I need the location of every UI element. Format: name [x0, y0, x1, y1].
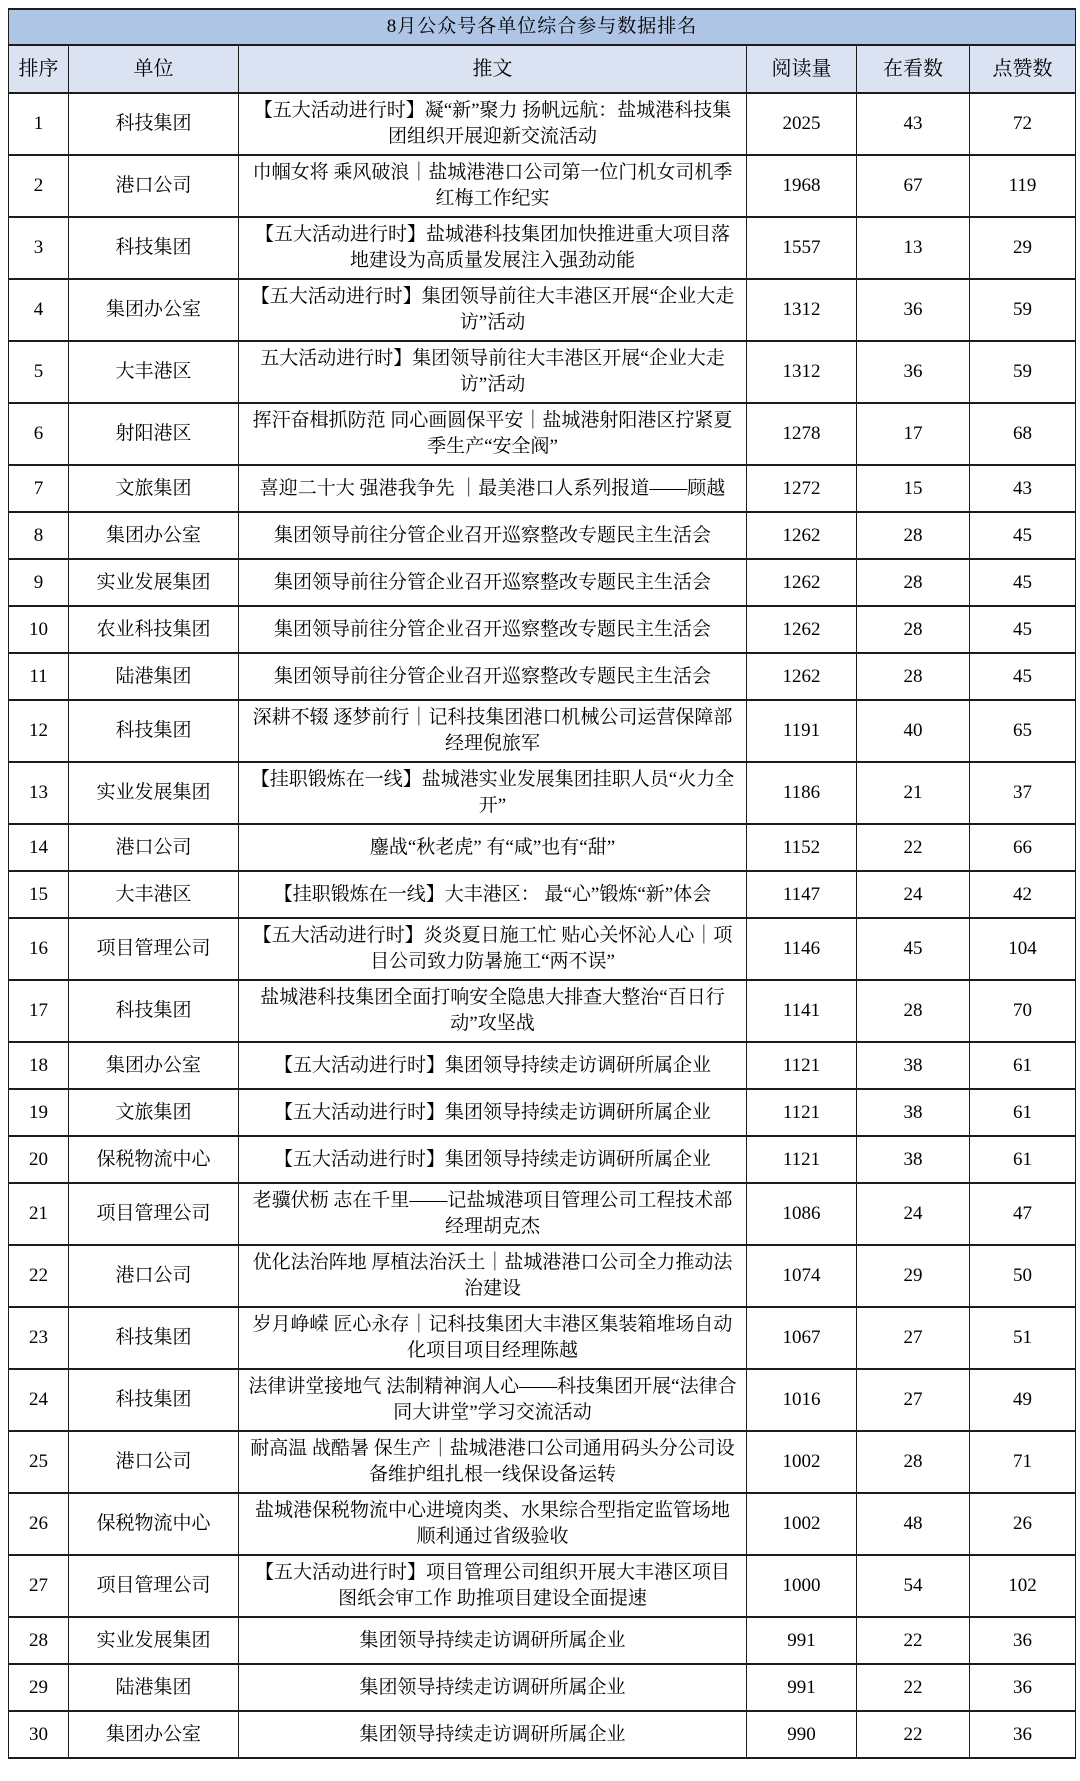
watch-cell: 38: [857, 1042, 970, 1089]
reads-cell: 1121: [747, 1042, 857, 1089]
article-cell: 五大活动进行时】集团领导前往大丰港区开展“企业大走访”活动: [239, 341, 747, 403]
reads-cell: 1002: [747, 1431, 857, 1493]
unit-cell: 陆港集团: [69, 653, 239, 700]
rank-cell: 21: [9, 1183, 69, 1245]
watch-cell: 28: [857, 512, 970, 559]
rank-cell: 16: [9, 918, 69, 980]
table-row: [9, 824, 1076, 871]
article-cell: 集团领导持续走访调研所属企业: [239, 1617, 747, 1664]
table-row: [9, 871, 1076, 918]
article-cell: 喜迎二十大 强港我争先 ｜最美港口人系列报道——顾越: [239, 465, 747, 512]
unit-cell: 项目管理公司: [69, 1555, 239, 1617]
reads-cell: 1262: [747, 559, 857, 606]
rank-cell: 8: [9, 512, 69, 559]
watch-cell: 28: [857, 606, 970, 653]
unit-cell: 科技集团: [69, 217, 239, 279]
likes-cell: 71: [970, 1431, 1076, 1493]
unit-cell: 集团办公室: [69, 279, 239, 341]
watch-cell: 21: [857, 762, 970, 824]
rank-cell: 23: [9, 1307, 69, 1369]
watch-cell: 28: [857, 980, 970, 1042]
watch-cell: 28: [857, 559, 970, 606]
table-row: [9, 155, 1076, 217]
watch-cell: 29: [857, 1245, 970, 1307]
rank-cell: 18: [9, 1042, 69, 1089]
rank-cell: 26: [9, 1493, 69, 1555]
table-row: [9, 700, 1076, 762]
watch-cell: 36: [857, 279, 970, 341]
rank-cell: 27: [9, 1555, 69, 1617]
article-cell: 集团领导前往分管企业召开巡察整改专题民主生活会: [239, 559, 747, 606]
reads-cell: 1262: [747, 606, 857, 653]
unit-cell: 项目管理公司: [69, 918, 239, 980]
likes-cell: 29: [970, 217, 1076, 279]
unit-cell: 射阳港区: [69, 403, 239, 465]
likes-cell: 36: [970, 1617, 1076, 1664]
likes-cell: 49: [970, 1369, 1076, 1431]
watch-cell: 27: [857, 1307, 970, 1369]
unit-cell: 保税物流中心: [69, 1136, 239, 1183]
unit-cell: 港口公司: [69, 1431, 239, 1493]
unit-cell: 文旅集团: [69, 465, 239, 512]
watch-cell: 28: [857, 653, 970, 700]
reads-cell: 1000: [747, 1555, 857, 1617]
rank-cell: 12: [9, 700, 69, 762]
watch-cell: 48: [857, 1493, 970, 1555]
table-row: [9, 341, 1076, 403]
likes-cell: 72: [970, 93, 1076, 155]
reads-cell: 1002: [747, 1493, 857, 1555]
rank-cell: 17: [9, 980, 69, 1042]
article-cell: 鏖战“秋老虎” 有“咸”也有“甜”: [239, 824, 747, 871]
table-row: [9, 1042, 1076, 1089]
reads-cell: 1262: [747, 512, 857, 559]
table-row: [9, 1089, 1076, 1136]
table-row: [9, 403, 1076, 465]
article-cell: 【五大活动进行时】集团领导持续走访调研所属企业: [239, 1089, 747, 1136]
reads-cell: 990: [747, 1711, 857, 1758]
table-row: [9, 1183, 1076, 1245]
article-cell: 挥汗奋楫抓防范 同心画圆保平安｜盐城港射阳港区拧紧夏季生产“安全阀”: [239, 403, 747, 465]
unit-cell: 实业发展集团: [69, 762, 239, 824]
reads-cell: 1141: [747, 980, 857, 1042]
column-header-watch: 在看数: [857, 45, 970, 93]
reads-cell: 1152: [747, 824, 857, 871]
watch-cell: 40: [857, 700, 970, 762]
watch-cell: 45: [857, 918, 970, 980]
likes-cell: 45: [970, 559, 1076, 606]
reads-cell: 991: [747, 1664, 857, 1711]
table-row: [9, 980, 1076, 1042]
article-cell: 【五大活动进行时】集团领导前往大丰港区开展“企业大走访”活动: [239, 279, 747, 341]
likes-cell: 36: [970, 1711, 1076, 1758]
rank-cell: 25: [9, 1431, 69, 1493]
table-body: [9, 93, 1076, 1758]
table-title: 8月公众号各单位综合参与数据排名: [9, 9, 1076, 45]
table-row: [9, 279, 1076, 341]
rank-cell: 22: [9, 1245, 69, 1307]
table-row: [9, 918, 1076, 980]
article-cell: 【五大活动进行时】集团领导持续走访调研所属企业: [239, 1042, 747, 1089]
likes-cell: 51: [970, 1307, 1076, 1369]
watch-cell: 54: [857, 1555, 970, 1617]
article-cell: 老骥伏枥 志在千里——记盐城港项目管理公司工程技术部经理胡克杰: [239, 1183, 747, 1245]
likes-cell: 45: [970, 653, 1076, 700]
watch-cell: 17: [857, 403, 970, 465]
article-cell: 【五大活动进行时】盐城港科技集团加快推进重大项目落地建设为高质量发展注入强劲动能: [239, 217, 747, 279]
unit-cell: 保税物流中心: [69, 1493, 239, 1555]
article-cell: 集团领导前往分管企业召开巡察整改专题民主生活会: [239, 512, 747, 559]
rank-cell: 11: [9, 653, 69, 700]
rank-cell: 20: [9, 1136, 69, 1183]
reads-cell: 1086: [747, 1183, 857, 1245]
rank-cell: 24: [9, 1369, 69, 1431]
table-row: [9, 1711, 1076, 1758]
reads-cell: 1968: [747, 155, 857, 217]
rank-cell: 30: [9, 1711, 69, 1758]
table-row: [9, 1369, 1076, 1431]
table-row: [9, 606, 1076, 653]
article-cell: 盐城港保税物流中心进境肉类、水果综合型指定监管场地顺利通过省级验收: [239, 1493, 747, 1555]
unit-cell: 科技集团: [69, 980, 239, 1042]
watch-cell: 36: [857, 341, 970, 403]
unit-cell: 集团办公室: [69, 1711, 239, 1758]
unit-cell: 实业发展集团: [69, 1617, 239, 1664]
unit-cell: 大丰港区: [69, 871, 239, 918]
article-cell: 【挂职锻炼在一线】盐城港实业发展集团挂职人员“火力全开”: [239, 762, 747, 824]
article-cell: 耐高温 战酷暑 保生产｜盐城港港口公司通用码头分公司设备维护组扎根一线保设备运转: [239, 1431, 747, 1493]
watch-cell: 13: [857, 217, 970, 279]
likes-cell: 50: [970, 1245, 1076, 1307]
watch-cell: 22: [857, 824, 970, 871]
reads-cell: 1278: [747, 403, 857, 465]
table-row: [9, 1555, 1076, 1617]
unit-cell: 集团办公室: [69, 512, 239, 559]
likes-cell: 45: [970, 606, 1076, 653]
article-cell: 【五大活动进行时】项目管理公司组织开展大丰港区项目图纸会审工作 助推项目建设全面提速: [239, 1555, 747, 1617]
watch-cell: 27: [857, 1369, 970, 1431]
article-cell: 盐城港科技集团全面打响安全隐患大排查大整治“百日行动”攻坚战: [239, 980, 747, 1042]
rank-cell: 19: [9, 1089, 69, 1136]
rank-cell: 29: [9, 1664, 69, 1711]
article-cell: 【五大活动进行时】凝“新”聚力 扬帆远航：盐城港科技集团组织开展迎新交流活动: [239, 93, 747, 155]
watch-cell: 28: [857, 1431, 970, 1493]
reads-cell: 1262: [747, 653, 857, 700]
article-cell: 【挂职锻炼在一线】大丰港区： 最“心”锻炼“新”体会: [239, 871, 747, 918]
unit-cell: 港口公司: [69, 824, 239, 871]
likes-cell: 70: [970, 980, 1076, 1042]
article-cell: 优化法治阵地 厚植法治沃土｜盐城港港口公司全力推动法治建设: [239, 1245, 747, 1307]
ranking-table: [8, 8, 1076, 1759]
watch-cell: 22: [857, 1711, 970, 1758]
article-cell: 集团领导前往分管企业召开巡察整改专题民主生活会: [239, 653, 747, 700]
likes-cell: 59: [970, 279, 1076, 341]
likes-cell: 119: [970, 155, 1076, 217]
rank-cell: 28: [9, 1617, 69, 1664]
watch-cell: 22: [857, 1664, 970, 1711]
reads-cell: 1272: [747, 465, 857, 512]
likes-cell: 45: [970, 512, 1076, 559]
reads-cell: 1186: [747, 762, 857, 824]
reads-cell: 1121: [747, 1136, 857, 1183]
watch-cell: 38: [857, 1089, 970, 1136]
reads-cell: 991: [747, 1617, 857, 1664]
article-cell: 巾帼女将 乘风破浪｜盐城港港口公司第一位门机女司机季红梅工作纪实: [239, 155, 747, 217]
likes-cell: 42: [970, 871, 1076, 918]
rank-cell: 6: [9, 403, 69, 465]
table-row: [9, 559, 1076, 606]
reads-cell: 1074: [747, 1245, 857, 1307]
reads-cell: 2025: [747, 93, 857, 155]
rank-cell: 9: [9, 559, 69, 606]
likes-cell: 66: [970, 824, 1076, 871]
table-row: [9, 93, 1076, 155]
watch-cell: 43: [857, 93, 970, 155]
likes-cell: 59: [970, 341, 1076, 403]
likes-cell: 26: [970, 1493, 1076, 1555]
likes-cell: 104: [970, 918, 1076, 980]
table-row: [9, 1307, 1076, 1369]
likes-cell: 43: [970, 465, 1076, 512]
rank-cell: 3: [9, 217, 69, 279]
unit-cell: 科技集团: [69, 1369, 239, 1431]
column-header-likes: 点赞数: [970, 45, 1076, 93]
unit-cell: 科技集团: [69, 93, 239, 155]
unit-cell: 陆港集团: [69, 1664, 239, 1711]
watch-cell: 67: [857, 155, 970, 217]
watch-cell: 15: [857, 465, 970, 512]
watch-cell: 24: [857, 871, 970, 918]
unit-cell: 科技集团: [69, 1307, 239, 1369]
article-cell: 集团领导前往分管企业召开巡察整改专题民主生活会: [239, 606, 747, 653]
column-header-reads: 阅读量: [747, 45, 857, 93]
column-header-article: 推文: [239, 45, 747, 93]
unit-cell: 大丰港区: [69, 341, 239, 403]
article-cell: 【五大活动进行时】集团领导持续走访调研所属企业: [239, 1136, 747, 1183]
likes-cell: 61: [970, 1042, 1076, 1089]
table-row: [9, 1664, 1076, 1711]
table-row: [9, 1431, 1076, 1493]
watch-cell: 22: [857, 1617, 970, 1664]
article-cell: 深耕不辍 逐梦前行｜记科技集团港口机械公司运营保障部经理倪旅军: [239, 700, 747, 762]
likes-cell: 65: [970, 700, 1076, 762]
reads-cell: 1191: [747, 700, 857, 762]
likes-cell: 36: [970, 1664, 1076, 1711]
likes-cell: 102: [970, 1555, 1076, 1617]
rank-cell: 1: [9, 93, 69, 155]
unit-cell: 文旅集团: [69, 1089, 239, 1136]
likes-cell: 47: [970, 1183, 1076, 1245]
watch-cell: 38: [857, 1136, 970, 1183]
rank-cell: 14: [9, 824, 69, 871]
unit-cell: 项目管理公司: [69, 1183, 239, 1245]
rank-cell: 7: [9, 465, 69, 512]
likes-cell: 37: [970, 762, 1076, 824]
rank-cell: 2: [9, 155, 69, 217]
table-row: [9, 1617, 1076, 1664]
reads-cell: 1557: [747, 217, 857, 279]
unit-cell: 集团办公室: [69, 1042, 239, 1089]
rank-cell: 15: [9, 871, 69, 918]
rank-cell: 5: [9, 341, 69, 403]
reads-cell: 1146: [747, 918, 857, 980]
watch-cell: 24: [857, 1183, 970, 1245]
rank-cell: 13: [9, 762, 69, 824]
table-row: [9, 217, 1076, 279]
unit-cell: 港口公司: [69, 155, 239, 217]
column-header-rank: 排序: [9, 45, 69, 93]
table-row: [9, 465, 1076, 512]
column-header-row: [9, 45, 1076, 93]
table-row: [9, 1245, 1076, 1307]
likes-cell: 68: [970, 403, 1076, 465]
article-cell: 集团领导持续走访调研所属企业: [239, 1664, 747, 1711]
article-cell: 【五大活动进行时】炎炎夏日施工忙 贴心关怀沁人心｜项目公司致力防暑施工“两不误”: [239, 918, 747, 980]
table-row: [9, 653, 1076, 700]
table-row: [9, 1493, 1076, 1555]
table-row: [9, 762, 1076, 824]
table-row: [9, 1136, 1076, 1183]
reads-cell: 1121: [747, 1089, 857, 1136]
unit-cell: 农业科技集团: [69, 606, 239, 653]
unit-cell: 实业发展集团: [69, 559, 239, 606]
likes-cell: 61: [970, 1136, 1076, 1183]
title-row: [9, 9, 1076, 45]
likes-cell: 61: [970, 1089, 1076, 1136]
column-header-unit: 单位: [69, 45, 239, 93]
reads-cell: 1016: [747, 1369, 857, 1431]
reads-cell: 1147: [747, 871, 857, 918]
rank-cell: 10: [9, 606, 69, 653]
unit-cell: 港口公司: [69, 1245, 239, 1307]
unit-cell: 科技集团: [69, 700, 239, 762]
reads-cell: 1312: [747, 279, 857, 341]
rank-cell: 4: [9, 279, 69, 341]
reads-cell: 1312: [747, 341, 857, 403]
article-cell: 法律讲堂接地气 法制精神润人心——科技集团开展“法律合同大讲堂”学习交流活动: [239, 1369, 747, 1431]
table-row: [9, 512, 1076, 559]
reads-cell: 1067: [747, 1307, 857, 1369]
article-cell: 集团领导持续走访调研所属企业: [239, 1711, 747, 1758]
article-cell: 岁月峥嵘 匠心永存｜记科技集团大丰港区集装箱堆场自动化项目项目经理陈越: [239, 1307, 747, 1369]
